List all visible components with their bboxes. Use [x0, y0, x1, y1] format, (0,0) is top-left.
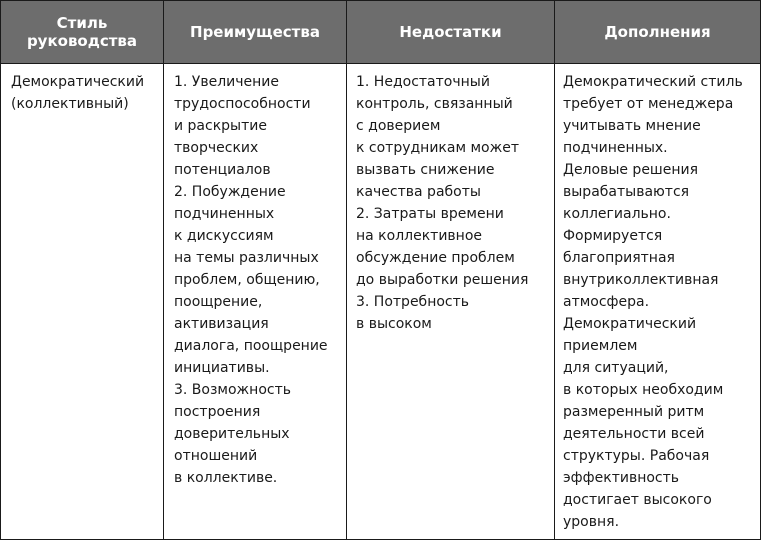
advantages-line: 2. Побуждение — [174, 184, 286, 200]
header-advantages — [164, 1, 346, 63]
advantages-line: в коллективе. — [174, 470, 278, 486]
advantages-line: поощрение, — [174, 294, 263, 310]
advantages-line: отношений — [174, 448, 258, 464]
disadvantages-line: к сотрудникам может — [356, 140, 519, 156]
additions-line: требует от менеджера — [563, 96, 734, 112]
disadvantages-line: вызвать снижение — [356, 162, 495, 178]
header-advantages-label: Преимущества — [190, 23, 320, 41]
advantages-line: проблем, общению, — [174, 272, 320, 288]
header-additions — [555, 1, 760, 63]
advantages-line: подчиненных — [174, 206, 275, 222]
additions-line: подчиненных. — [563, 140, 668, 156]
additions-line: деятельности всей — [563, 426, 705, 442]
additions-line: достигает высокого — [563, 492, 712, 508]
additions-line: вырабатываются — [563, 184, 690, 200]
header-style-line-1: Стиль — [56, 14, 108, 32]
cell-style-line: Демократический — [11, 74, 145, 90]
cell-additions — [555, 63, 760, 539]
disadvantages-line: до выработки решения — [356, 272, 529, 288]
disadvantages-line: 2. Затраты времени — [356, 206, 504, 222]
advantages-line: и раскрытие — [174, 118, 267, 134]
additions-line: в которых необходим — [563, 382, 724, 398]
disadvantages-line: качества работы — [356, 184, 481, 200]
disadvantages-line: 3. Потребность — [356, 294, 470, 310]
additions-line: уровня. — [563, 514, 620, 530]
advantages-line: на темы различных — [174, 250, 319, 266]
header-disadvantages — [347, 1, 554, 63]
disadvantages-line: контроль, связанный — [356, 96, 513, 112]
additions-line: атмосфера. — [563, 294, 650, 310]
advantages-line: потенциалов — [174, 162, 271, 178]
header-disadvantages-label: Недостатки — [399, 23, 502, 41]
additions-line: Деловые решения — [563, 162, 699, 178]
additions-line: внутриколлективная — [563, 272, 719, 288]
cell-advantages — [164, 63, 346, 539]
advantages-line: творческих — [174, 140, 259, 156]
advantages-line: к дискуссиям — [174, 228, 274, 244]
header-style — [1, 1, 163, 63]
cell-style — [1, 63, 163, 539]
additions-line: благоприятная — [563, 250, 675, 266]
advantages-line: построения — [174, 404, 261, 420]
additions-line: Демократический — [563, 316, 697, 332]
disadvantages-line: в высоком — [356, 316, 432, 332]
additions-line: структуры. Рабочая — [563, 448, 710, 464]
advantages-line: 3. Возможность — [174, 382, 291, 398]
additions-line: эффективность — [563, 470, 680, 486]
additions-line: размеренный ритм — [563, 404, 705, 420]
additions-line: учитывать мнение — [563, 118, 701, 134]
additions-line: для ситуаций, — [563, 360, 669, 376]
disadvantages-line: на коллективное — [356, 228, 483, 244]
header-style-line-2: руководства — [26, 32, 138, 50]
additions-line: Демократический стиль — [563, 74, 743, 90]
advantages-line: трудоспособности — [174, 96, 311, 112]
advantages-line: инициативы. — [174, 360, 270, 376]
disadvantages-line: с доверием — [356, 118, 441, 134]
additions-line: приемлем — [563, 338, 638, 354]
advantages-line: 1. Увеличение — [174, 74, 279, 90]
cell-disadvantages — [347, 63, 554, 539]
header-additions-label: Дополнения — [604, 23, 711, 41]
advantages-line: диалога, поощрение — [174, 338, 328, 354]
advantages-line: доверительных — [174, 426, 290, 442]
advantages-line: активизация — [174, 316, 269, 332]
disadvantages-line: обсуждение проблем — [356, 250, 515, 266]
cell-style-line: (коллективный) — [11, 96, 129, 112]
disadvantages-line: 1. Недостаточный — [356, 74, 490, 90]
additions-line: коллегиально. — [563, 206, 671, 222]
additions-line: Формируется — [563, 228, 663, 244]
